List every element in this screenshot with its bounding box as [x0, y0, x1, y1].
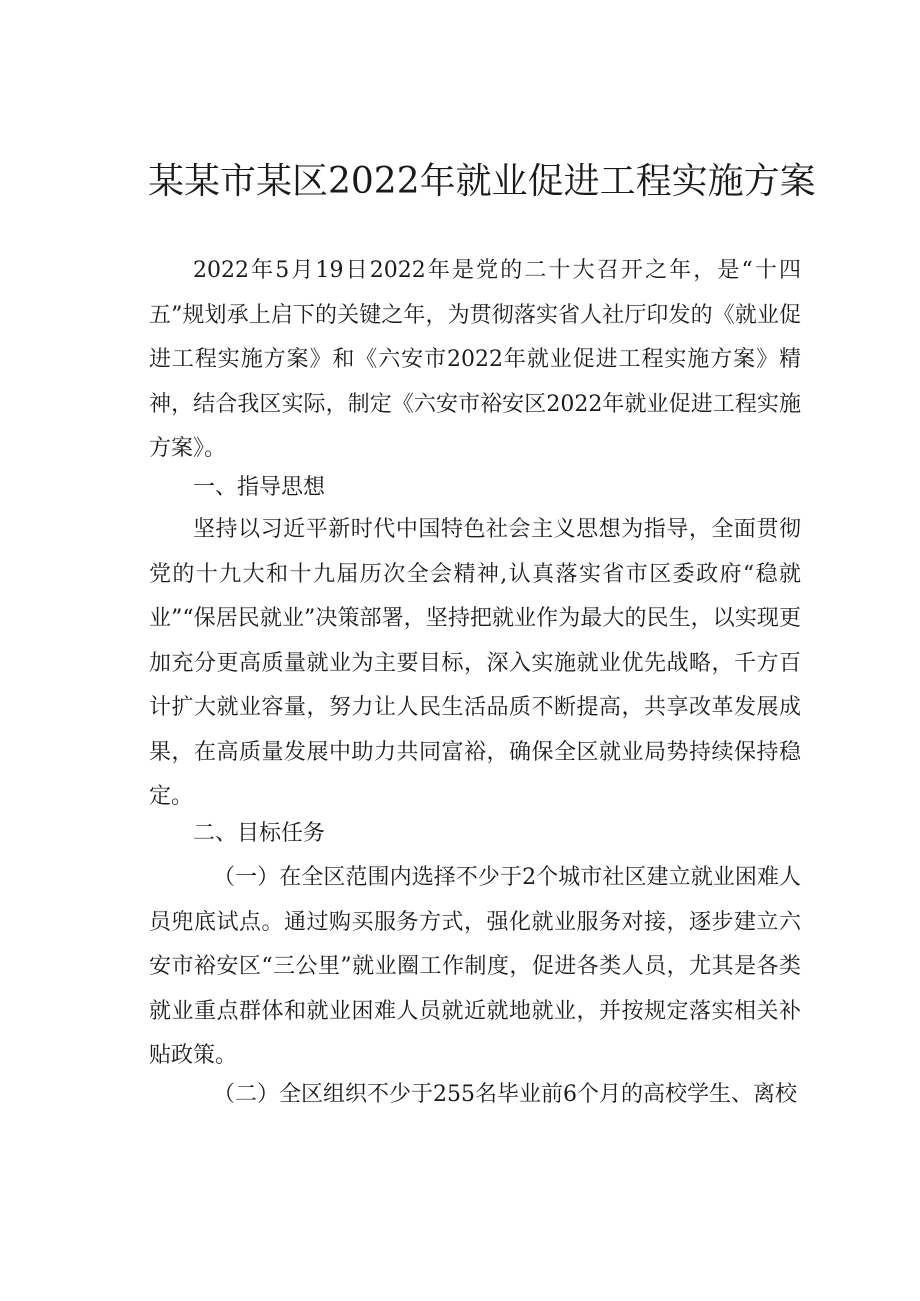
- section1-paragraph: 坚持以习近平新时代中国特色社会主义思想为指导，全面贯彻党的十九大和十九届历次全会精神,认真落实省市区委政府“稳就业”“保居民就业”决策部署，坚持把就业作为最大的民生，以实现更加充分更高质量就业为主要目标，深入实施就业优先战略，千方百计扩大就业容量，努力让人民生活品质不断提高，共享改革发展成果，在高质量发展中助力共同富裕，确保全区就业局势持续保持稳定。: [149, 517, 801, 809]
- intro-block: [149, 249, 801, 472]
- section2-item1-paragraph: （一）在全区范围内选择不少于2个城市社区建立就业困难人员兜底试点。通过购买服务方式，强化就业服务对接，逐步建立六安市裕安区“三公里”就业圈工作制度，促进各类人员，尤其是各类就业重点群体和就业困难人员就近就地就业，并按规定落实相关补贴政策。: [149, 865, 801, 1068]
- section-heading-goals-tasks: 二、目标任务: [193, 821, 326, 846]
- section2-item1-block: [149, 856, 801, 1079]
- section1-block: [149, 508, 801, 820]
- document-title: 某某市某区2022年就业促进工程实施方案: [148, 161, 816, 202]
- section-heading-guiding-ideology: 一、指导思想: [193, 475, 326, 500]
- section2-item2-paragraph: （二）全区组织不少于255名毕业前6个月的高校学生、离校: [213, 1082, 797, 1107]
- intro-paragraph: 2022年5月19日2022年是党的二十大召开之年，是“十四五”规划承上启下的关键之年，为贯彻落实省人社厅印发的《就业促进工程实施方案》和《六安市2022年就业促进工程实施方案》精神，结合我区实际，制定《六安市裕安区2022年就业促进工程实施方案》。: [149, 258, 801, 461]
- section2-item2-block: [149, 1073, 801, 1118]
